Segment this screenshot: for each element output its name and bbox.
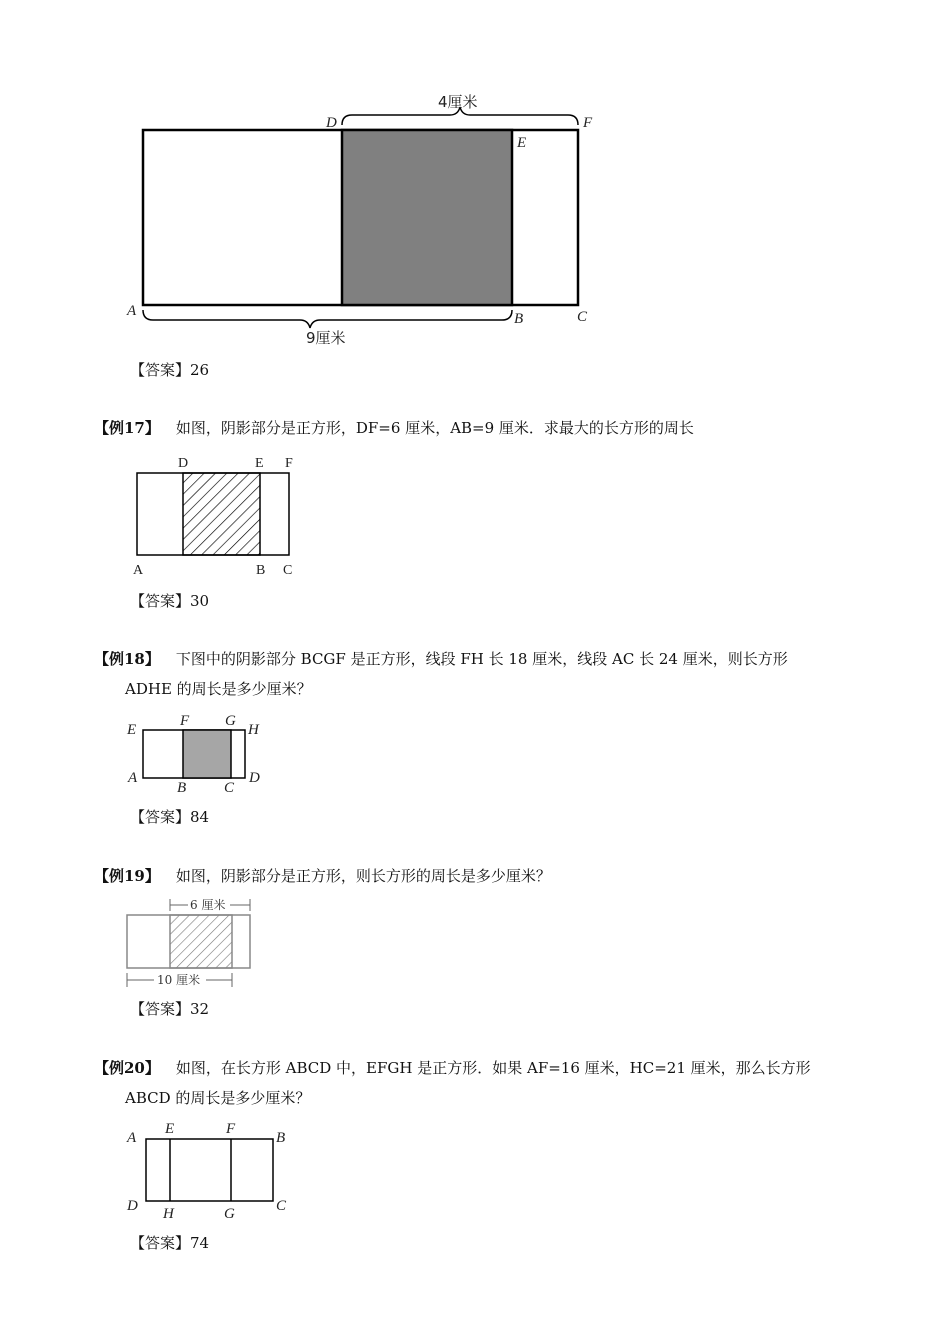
question-text-cont: ABCD 的周长是多少厘米？ (125, 1089, 311, 1107)
label-F: F (180, 713, 190, 729)
label-E: E (255, 456, 264, 471)
question-text: 下图中的阴影部分 BCGF 是正方形，线段 FH 长 18 厘米，线段 AC 长 24 厘米，则长方形 (175, 650, 788, 668)
label-B: B (177, 780, 187, 796)
answer-value: 26 (190, 361, 210, 379)
answer-value: 84 (190, 808, 210, 826)
bottom-brace (143, 310, 512, 328)
example-17-question (94, 418, 694, 438)
shaded-square (183, 730, 231, 778)
label-C: C (224, 780, 235, 796)
answer-label: 【答案】 (130, 592, 191, 610)
outer-rectangle (146, 1139, 273, 1201)
answer-label: 【答案】 (130, 1234, 191, 1252)
example-19-question (94, 866, 551, 886)
example-tag: 【例18】 (94, 650, 160, 668)
label-E: E (517, 135, 527, 151)
label-D: D (178, 456, 189, 471)
answer-17 (130, 591, 209, 611)
label-H: H (163, 1206, 174, 1222)
answer-label: 【答案】 (130, 1000, 191, 1018)
label-C: C (283, 563, 293, 578)
answer-20 (130, 1233, 209, 1253)
example-20-question-line2 (125, 1088, 310, 1108)
example-tag: 【例19】 (94, 867, 160, 885)
label-A: A (133, 563, 144, 578)
figure-rectangle-19 (120, 895, 260, 991)
figure-rectangle-20 (124, 1118, 304, 1224)
question-text: 如图，阴影部分是正方形，DF=6 厘米，AB=9 厘米．求最大的长方形的周长 (175, 419, 694, 437)
example-20-question-line1 (94, 1058, 811, 1078)
example-tag: 【例20】 (94, 1059, 160, 1077)
label-H: H (248, 722, 259, 738)
label-C: C (276, 1198, 287, 1214)
label-A: A (127, 1130, 137, 1146)
label-B: B (276, 1130, 286, 1146)
answer-19 (130, 999, 209, 1019)
answer-label: 【答案】 (130, 808, 191, 826)
example-18-question-line2 (125, 679, 312, 699)
label-A: A (127, 303, 137, 319)
label-F: F (226, 1121, 236, 1137)
answer-label: 【答案】 (130, 361, 191, 379)
example-18-question-line1 (94, 649, 788, 669)
label-B: B (514, 311, 524, 327)
label-B: B (256, 563, 266, 578)
answer-value: 74 (190, 1234, 210, 1252)
label-E: E (127, 722, 137, 738)
label-F: F (583, 115, 593, 131)
question-text: 如图，在长方形 ABCD 中，EFGH 是正方形．如果 AF=16 厘米，HC=21 厘米，那么长方形 (175, 1059, 811, 1077)
top-dimension-label: 4厘米 (438, 93, 478, 111)
label-D: D (326, 115, 337, 131)
label-F: F (285, 456, 293, 471)
question-text-cont: ADHE 的周长是多少厘米？ (125, 680, 312, 698)
top-dimension-label: 6 厘米 (190, 898, 226, 912)
figure-rectangle-18 (125, 708, 275, 800)
hatched-square (170, 915, 232, 968)
label-D: D (127, 1198, 138, 1214)
question-text: 如图，阴影部分是正方形，则长方形的周长是多少厘米？ (175, 867, 551, 885)
label-G: G (224, 1206, 235, 1222)
shaded-square (342, 130, 512, 305)
bottom-dimension-label: 10 厘米 (157, 973, 201, 987)
answer-18 (130, 807, 209, 827)
label-D: D (249, 770, 260, 786)
answer-value: 32 (190, 1000, 210, 1018)
answer-value: 30 (190, 592, 210, 610)
figure-rectangle-16 (120, 85, 610, 355)
answer-16 (130, 360, 209, 380)
figure-rectangle-17 (125, 450, 310, 580)
label-A: A (128, 770, 138, 786)
bottom-dimension-label: 9厘米 (306, 329, 346, 347)
label-E: E (165, 1121, 175, 1137)
label-C: C (577, 309, 588, 325)
example-tag: 【例17】 (94, 419, 160, 437)
hatched-square (183, 473, 260, 555)
label-G: G (225, 713, 236, 729)
